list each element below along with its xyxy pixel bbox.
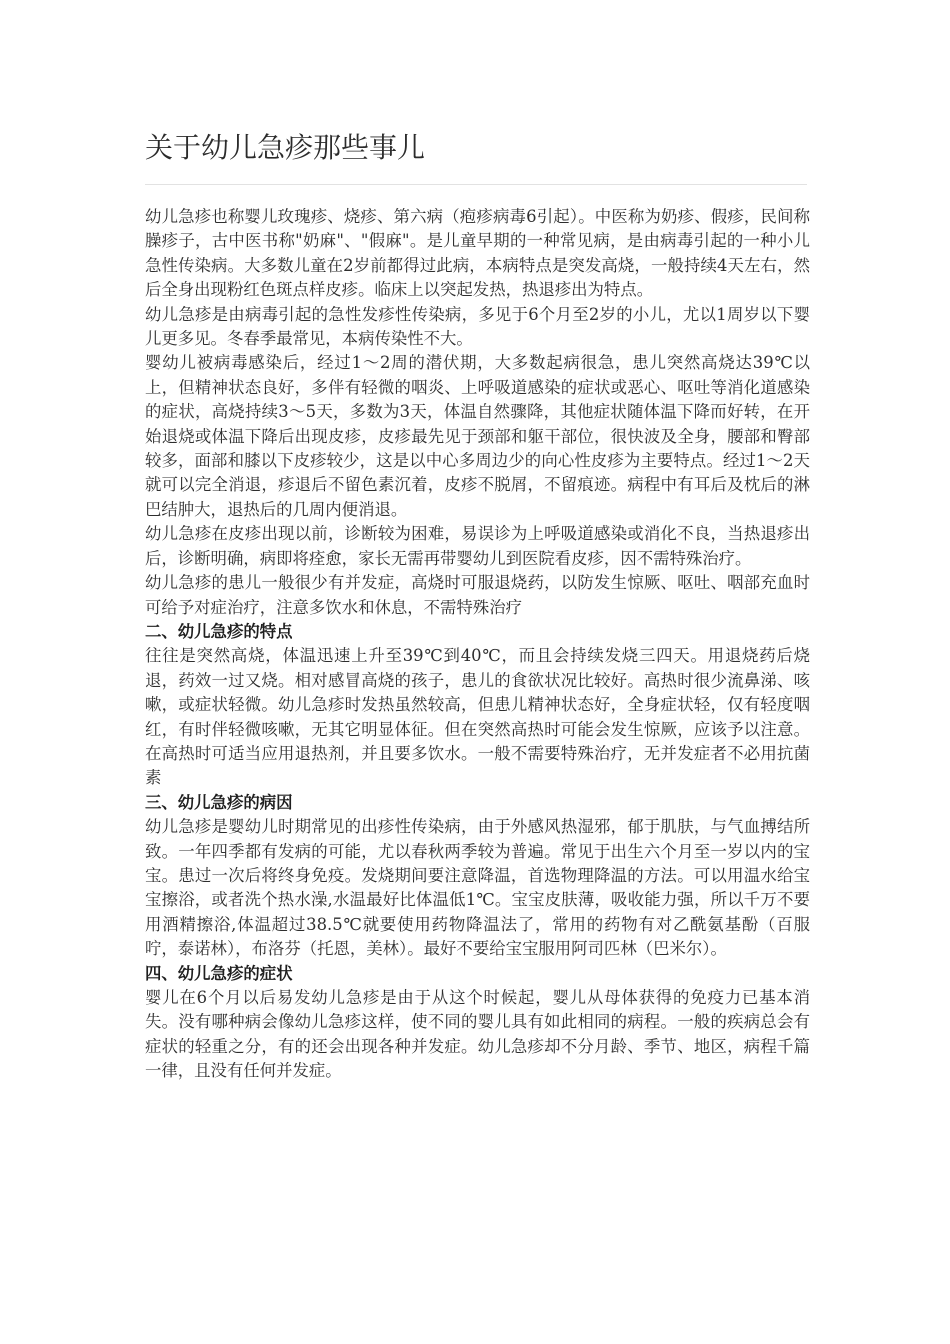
paragraph-causes: 幼儿急疹是婴幼儿时期常见的出疹性传染病，由于外感风热湿邪，郁于肌肤，与气血搏结所致。一年四季都有发病的可能，尤以春秋两季较为普遍。常见于出生六个月至一岁以内的宝宝。患过一次后将终身免疫。发烧期间要注意降温，首选物理降温的方法。可以用温水给宝宝擦浴，或者洗个热水澡,水温最好比体温低1℃。宝宝皮肤薄，吸收能力强，所以千万不要用酒精擦浴,体温超过38.5℃就要使用药物降温法了，常用的药物有对乙酰氨基酚（百服咛，泰诺林），布洛芬（托恩，美林）。最好不要给宝宝服用阿司匹林（巴米尔）。 bbox=[145, 817, 810, 959]
document-page bbox=[145, 128, 810, 1084]
paragraph-symptoms: 婴儿在6个月以后易发幼儿急疹是由于从这个时候起，婴儿从母体获得的免疫力已基本消失。没有哪种病会像幼儿急疹这样，使不同的婴儿具有如此相同的病程。一般的疾病总会有症状的轻重之分，有的还会出现各种并发症。幼儿急疹却不分月龄、季节、地区，病程千篇一律，且没有任何并发症。 bbox=[145, 988, 810, 1081]
section-heading-symptoms: 四、幼儿急疹的症状 bbox=[145, 963, 293, 983]
title-divider bbox=[145, 184, 807, 185]
paragraph-features: 往往是突然高烧，体温迅速上升至39℃到40℃，而且会持续发烧三四天。用退烧药后烧退，药效一过又烧。相对感冒高烧的孩子，患儿的食欲状况比较好。高热时很少流鼻涕、咳嗽，或症状轻微。幼儿急疹时发热虽然较高，但患儿精神状态好，全身症状轻，仅有轻度咽红，有时伴轻微咳嗽，无其它明显体征。但在突然高热时可能会发生惊厥，应该予以注意。在高热时可适当应用退热剂，并且要多饮水。一般不需要特殊治疗，无并发症者不必用抗菌素 bbox=[145, 646, 810, 788]
section-heading-causes: 三、幼儿急疹的病因 bbox=[145, 792, 293, 812]
paragraph-intro: 幼儿急疹也称婴儿玫瑰疹、烧疹、第六病（疱疹病毒6引起）。中医称为奶疹、假疹，民间称臊疹子，古中医书称"奶麻"、"假麻"。是儿童早期的一种常见病，是由病毒引起的一种小儿急性传染病。大多数儿童在2岁前都得过此病，本病特点是突发高烧，一般持续4天左右，然后全身出现粉红色斑点样皮疹。临床上以突起发热，热退疹出为特点。 bbox=[145, 207, 810, 300]
page-title: 关于幼儿急疹那些事儿 bbox=[145, 131, 426, 164]
paragraph-course: 婴幼儿被病毒感染后，经过1～2周的潜伏期，大多数起病很急，患儿突然高烧达39℃以上，但精神状态良好，多伴有轻微的咽炎、上呼吸道感染的症状或恶心、呕吐等消化道感染的症状，高烧持续3～5天，多数为3天，体温自然骤降，其他症状随体温下降而好转，在开始退烧或体温下降后出现皮疹，皮疹最先见于颈部和躯干部位，很快波及全身，腰部和臀部较多，面部和膝以下皮疹较少，这是以中心多周边少的向心性皮疹为主要特点。经过1～2天就可以完全消退，疹退后不留色素沉着，皮疹不脱屑，不留痕迹。病程中有耳后及枕后的淋巴结肿大，退热后的几周内便消退。 bbox=[145, 353, 810, 519]
article-body bbox=[145, 205, 810, 1084]
paragraph-complications: 幼儿急疹的患儿一般很少有并发症，高烧时可服退烧药，以防发生惊厥、呕吐、咽部充血时可给予对症治疗，注意多饮水和休息，不需特殊治疗 bbox=[145, 573, 810, 617]
section-heading-features: 二、幼儿急疹的特点 bbox=[145, 621, 293, 641]
paragraph-diagnosis: 幼儿急疹在皮疹出现以前，诊断较为困难，易误诊为上呼吸道感染或消化不良，当热退疹出后，诊断明确，病即将痊愈，家长无需再带婴幼儿到医院看皮疹，因不需特殊治疗。 bbox=[145, 524, 810, 568]
paragraph-epidemiology: 幼儿急疹是由病毒引起的急性发疹性传染病，多见于6个月至2岁的小儿，尤以1周岁以下婴儿更多见。冬春季最常见，本病传染性不大。 bbox=[145, 304, 810, 349]
